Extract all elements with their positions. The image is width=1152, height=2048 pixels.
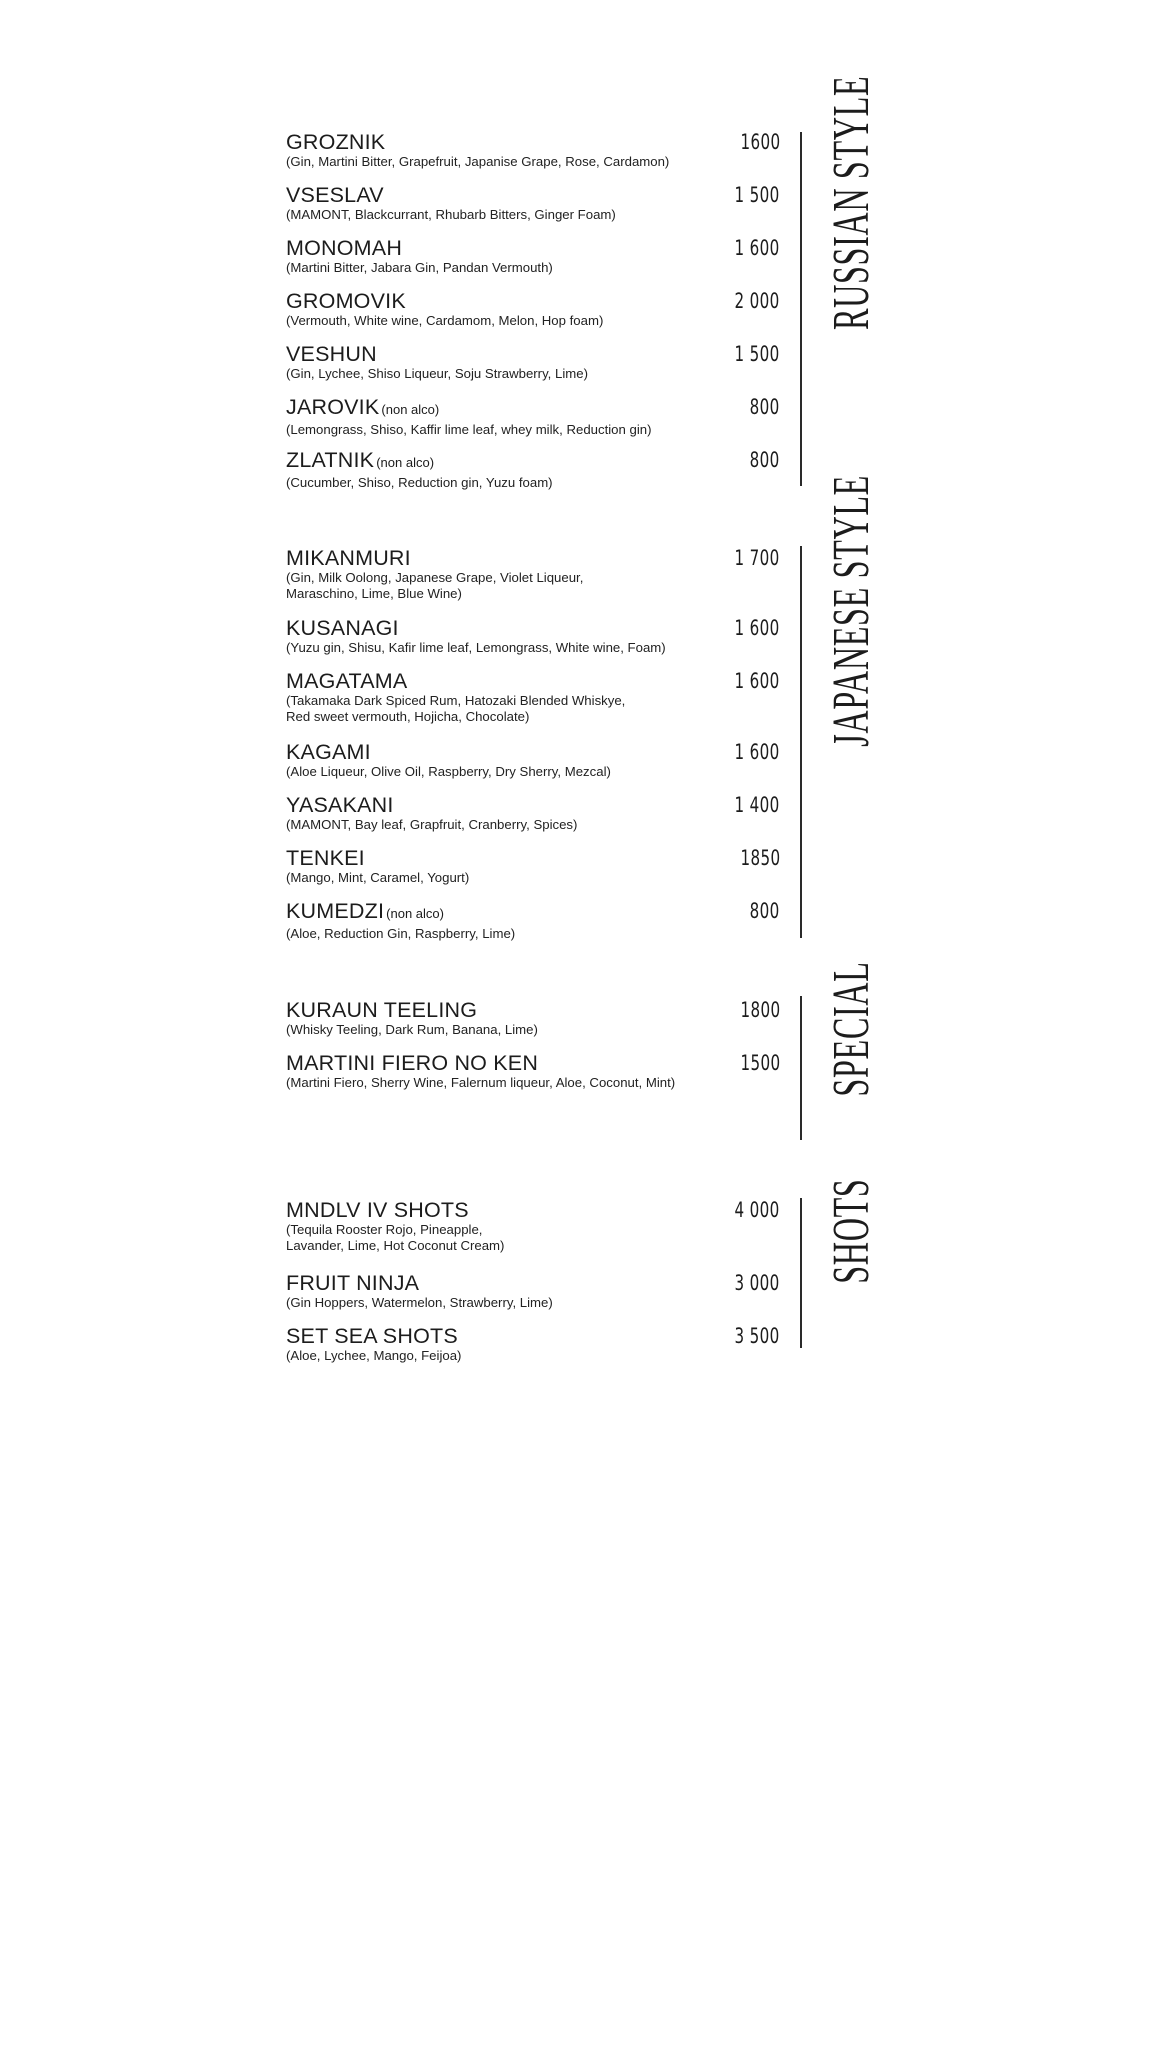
menu-section-russian-style [286, 75, 886, 490]
item-description: (Gin Hoppers, Watermelon, Strawberry, Lime) [286, 1295, 553, 1310]
item-price: 1850 [740, 846, 780, 870]
item-price: 1 700 [734, 546, 780, 570]
item-price: 1 500 [734, 183, 780, 207]
menu-item [286, 342, 780, 382]
section-title: JAPANESE STYLE [823, 475, 880, 747]
section-title: SPECIAL [823, 961, 880, 1097]
item-price: 2 000 [734, 289, 780, 313]
item-price: 800 [750, 899, 780, 923]
item-name: MIKANMURI [286, 546, 411, 570]
item-price: 1 400 [734, 793, 780, 817]
item-price: 1600 [740, 130, 780, 154]
item-name: MONOMAH [286, 236, 403, 260]
item-description: (Lemongrass, Shiso, Kaffir lime leaf, whey milk, Reduction gin) [286, 422, 652, 437]
item-price: 3 000 [734, 1271, 780, 1295]
item-price: 800 [750, 395, 780, 419]
item-description: (MAMONT, Bay leaf, Grapfruit, Cranberry, Spices) [286, 817, 578, 832]
item-description: (Vermouth, White wine, Cardamom, Melon, Hop foam) [286, 313, 604, 328]
item-name: KUMEDZI (non alco) [286, 899, 444, 923]
menu-item [286, 740, 780, 780]
item-name: JAROVIK (non alco) [286, 395, 440, 419]
section-divider [800, 1198, 802, 1348]
item-description: (MAMONT, Blackcurrant, Rhubarb Bitters, Ginger Foam) [286, 207, 616, 222]
item-price: 1500 [740, 1051, 780, 1075]
item-name: ZLATNIK (non alco) [286, 448, 435, 472]
section-divider [800, 546, 802, 938]
item-description: (Aloe Liqueur, Olive Oil, Raspberry, Dry Sherry, Mezcal) [286, 764, 611, 779]
menu-item [286, 1198, 780, 1254]
item-price: 4 000 [734, 1198, 780, 1222]
item-description: (Mango, Mint, Caramel, Yogurt) [286, 870, 470, 885]
menu-item [286, 899, 780, 942]
menu-item [286, 998, 780, 1038]
item-description: (Gin, Lychee, Shiso Liqueur, Soju Strawberry, Lime) [286, 366, 588, 381]
item-description: (Aloe, Lychee, Mango, Feijoa) [286, 1348, 462, 1363]
item-description: (Gin, Milk Oolong, Japanese Grape, Violet Liqueur, Maraschino, Lime, Blue Wine) [286, 570, 584, 601]
item-name: VSESLAV [286, 183, 384, 207]
item-name: FRUIT NINJA [286, 1271, 420, 1295]
section-title: RUSSIAN STYLE [823, 75, 880, 331]
item-name: YASAKANI [286, 793, 394, 817]
menu-item [286, 130, 780, 170]
menu-item [286, 1324, 780, 1364]
menu-section-shots [286, 1178, 886, 1378]
menu-item [286, 846, 780, 886]
item-price: 1 600 [734, 616, 780, 640]
menu-item [286, 236, 780, 276]
item-name: KAGAMI [286, 740, 371, 764]
item-description: (Yuzu gin, Shisu, Kafir lime leaf, Lemongrass, White wine, Foam) [286, 640, 666, 655]
section-title: SHOTS [823, 1178, 880, 1284]
item-price: 1 500 [734, 342, 780, 366]
item-price: 1 600 [734, 740, 780, 764]
item-name: VESHUN [286, 342, 377, 366]
item-note: (non alco) [386, 906, 444, 921]
section-divider [800, 996, 802, 1140]
item-name: SET SEA SHOTS [286, 1324, 458, 1348]
menu-item [286, 793, 780, 833]
menu-item [286, 448, 780, 491]
item-description: (Martini Bitter, Jabara Gin, Pandan Vermouth) [286, 260, 553, 275]
menu-item [286, 616, 780, 656]
item-description: (Whisky Teeling, Dark Rum, Banana, Lime) [286, 1022, 538, 1037]
section-divider [800, 132, 802, 486]
item-name: MNDLV IV SHOTS [286, 1198, 469, 1222]
item-name: KUSANAGI [286, 616, 399, 640]
item-note: (non alco) [376, 455, 435, 470]
menu-section-special [286, 961, 886, 1148]
item-price: 1800 [740, 998, 780, 1022]
item-name: TENKEI [286, 846, 365, 870]
item-price: 1 600 [734, 236, 780, 260]
menu-item [286, 183, 780, 223]
item-name: GROZNIK [286, 130, 386, 154]
item-name: GROMOVIK [286, 289, 406, 313]
item-name: MARTINI FIERO NO KEN [286, 1051, 539, 1075]
menu-item [286, 289, 780, 329]
item-description: (Aloe, Reduction Gin, Raspberry, Lime) [286, 926, 516, 941]
item-description: (Takamaka Dark Spiced Rum, Hatozaki Blended Whiskye, Red sweet vermouth, Hojicha, Chocolate) [286, 693, 626, 724]
item-note: (non alco) [381, 402, 440, 417]
menu-item [286, 1051, 780, 1091]
item-description: (Tequila Rooster Rojo, Pineapple, Lavander, Lime, Hot Coconut Cream) [286, 1222, 505, 1253]
item-price: 800 [750, 448, 780, 472]
item-price: 1 600 [734, 669, 780, 693]
menu-item [286, 546, 780, 602]
item-name: MAGATAMA [286, 669, 408, 693]
item-name: KURAUN TEELING [286, 998, 478, 1022]
item-description: (Martini Fiero, Sherry Wine, Falernum liqueur, Aloe, Coconut, Mint) [286, 1075, 676, 1090]
menu-item [286, 1271, 780, 1311]
menu-item [286, 395, 780, 438]
item-price: 3 500 [734, 1324, 780, 1348]
menu-item [286, 669, 780, 725]
item-description: (Gin, Martini Bitter, Grapefruit, Japanise Grape, Rose, Cardamon) [286, 154, 670, 169]
item-description: (Cucumber, Shiso, Reduction gin, Yuzu foam) [286, 475, 553, 490]
